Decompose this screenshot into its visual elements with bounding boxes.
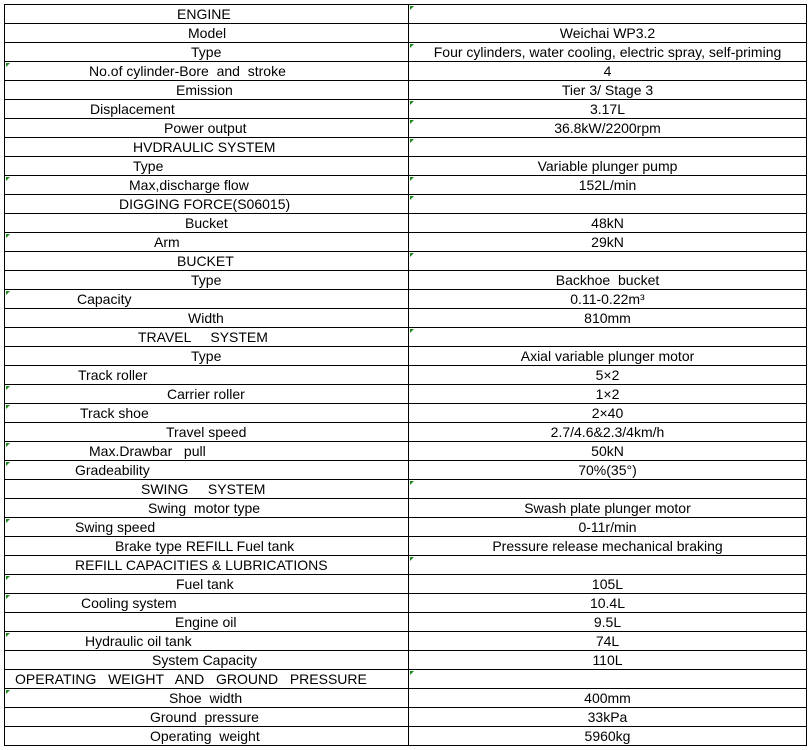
spec-value-cell [409,100,807,119]
spec-value: 3.17L [589,101,626,117]
spec-label-cell [5,689,409,708]
table-row [5,138,807,157]
spec-value-cell [409,613,807,632]
spec-label: Engine oil [175,614,237,630]
spec-value-cell [409,328,807,347]
spec-value: 0-11r/min [578,519,637,535]
table-row [5,575,807,594]
spec-label: Travel speed [166,424,247,440]
table-row [5,404,807,423]
spec-value-cell [409,499,807,518]
spec-value-cell [409,43,807,62]
spec-value: 2.7/4.6&2.3/4km/h [550,424,665,440]
spec-label: Carrier roller [167,386,245,402]
spec-value-cell [409,347,807,366]
spec-label: Max.Drawbar pull [89,443,206,459]
table-row [5,594,807,613]
spec-label: Type [133,158,164,174]
spec-label: Displacement [90,101,175,117]
spec-value-cell [409,518,807,537]
spec-value-cell [409,195,807,214]
spec-label: No.of cylinder-Bore and stroke [89,63,286,79]
spec-label-cell [5,499,409,518]
spec-value: 50kN [591,443,624,459]
spec-label: Ground pressure [150,709,259,725]
spec-label: Capacity [77,291,132,307]
table-row [5,214,807,233]
spec-value: Axial variable plunger motor [520,348,695,364]
spec-label-cell [5,24,409,43]
spec-table [4,4,807,746]
spec-label-cell [5,290,409,309]
table-row [5,119,807,138]
spec-value-cell [409,670,807,689]
spec-label-cell [5,366,409,385]
spec-label: Fuel tank [176,576,234,592]
spec-label: Gradeability [75,462,150,478]
table-row [5,670,807,689]
spec-value: 105L [591,576,624,592]
spec-label-cell [5,594,409,613]
spec-label-cell [5,271,409,290]
spec-value: 400mm [584,690,631,706]
spec-value: 48kN [591,215,624,231]
spec-label: TRAVEL SYSTEM [138,329,268,345]
spec-value-cell [409,5,807,24]
spec-label: Emission [176,82,233,98]
spec-label-cell [5,613,409,632]
spec-label-cell [5,233,409,252]
spec-value-cell [409,24,807,43]
spec-label-cell [5,575,409,594]
spec-label-cell [5,556,409,575]
spec-label: Power output [164,120,247,136]
spec-value: 152L/min [578,177,637,193]
spec-label: Type [191,272,222,288]
table-row [5,195,807,214]
spec-label: Hydraulic oil tank [85,633,192,649]
spec-value: Swash plate plunger motor [524,500,691,516]
table-row [5,499,807,518]
spec-label-cell [5,537,409,556]
spec-value-cell [409,727,807,746]
spec-label: Width [188,310,224,326]
spec-value-cell [409,81,807,100]
spec-value-cell [409,157,807,176]
table-row [5,537,807,556]
spec-value: 4 [603,63,612,79]
spec-value-cell [409,385,807,404]
spec-value-cell [409,537,807,556]
spec-value-cell [409,480,807,499]
spec-label-cell [5,100,409,119]
spec-label-cell [5,138,409,157]
spec-value-cell [409,556,807,575]
spec-label-cell [5,670,409,689]
table-row [5,632,807,651]
table-row [5,233,807,252]
spec-label-cell [5,461,409,480]
spec-value-cell [409,442,807,461]
table-row [5,81,807,100]
spec-label-cell [5,309,409,328]
spec-value-cell [409,62,807,81]
spec-label-cell [5,5,409,24]
spec-label: Operating weight [150,728,260,744]
spec-value: 0.11-0.22m³ [570,291,645,307]
spec-value: 10.4L [589,595,626,611]
spec-value: 33kPa [587,709,628,725]
spec-value-cell [409,252,807,271]
spec-label-cell [5,62,409,81]
spec-label: HVDRAULIC SYSTEM [133,139,276,155]
spec-value-cell [409,404,807,423]
spec-value-cell [409,689,807,708]
spec-label: Swing speed [75,519,156,535]
table-row [5,518,807,537]
spec-label-cell [5,518,409,537]
spec-value-cell [409,708,807,727]
spec-label-cell [5,157,409,176]
table-row [5,252,807,271]
spec-value: 36.8kW/2200rpm [554,120,661,136]
spec-value-cell [409,594,807,613]
spec-value-cell [409,632,807,651]
spec-value-cell [409,214,807,233]
table-row [5,385,807,404]
spec-value: 74L [595,633,620,649]
spec-label-cell [5,252,409,271]
spec-value: Tier 3/ Stage 3 [561,82,654,98]
spec-value: Pressure release mechanical braking [492,538,723,554]
spec-value-cell [409,176,807,195]
spec-value-cell [409,651,807,670]
spec-label: Arm [154,234,180,250]
spec-label: Bucket [185,215,228,231]
table-row [5,613,807,632]
table-row [5,62,807,81]
spec-label: ENGINE [177,6,231,22]
spec-label-cell [5,651,409,670]
spec-label: Max,discharge flow [129,177,249,193]
spec-label: Track roller [78,367,148,383]
table-row [5,100,807,119]
spec-label: BUCKET [177,253,234,269]
spec-value: 110L [592,652,623,668]
table-row [5,480,807,499]
spec-label: Track shoe [80,405,149,421]
spec-label: Model [188,25,227,41]
spec-value: 2×40 [591,405,624,421]
spec-label-cell [5,176,409,195]
spec-value-cell [409,575,807,594]
table-row [5,43,807,62]
spec-value-cell [409,290,807,309]
spec-value-cell [409,366,807,385]
table-row [5,5,807,24]
spec-label-cell [5,328,409,347]
spec-label: Cooling system [81,595,177,611]
spec-label: Type [191,44,222,60]
spec-label: OPERATING WEIGHT AND GROUND PRESSURE [15,671,367,687]
spec-label-cell [5,632,409,651]
table-row [5,290,807,309]
table-row [5,556,807,575]
table-row [5,347,807,366]
spec-label-cell [5,81,409,100]
table-row [5,461,807,480]
spec-label-cell [5,442,409,461]
spec-value: 5×2 [595,367,620,383]
spec-label-cell [5,214,409,233]
spec-label: Brake type REFILL Fuel tank [115,538,295,554]
spec-label-cell [5,119,409,138]
spec-label: Swing motor type [148,500,261,516]
spec-value: 1×2 [595,386,620,402]
spec-label-cell [5,347,409,366]
spec-value-cell [409,461,807,480]
table-row [5,309,807,328]
table-row [5,423,807,442]
table-row [5,176,807,195]
spec-label: DIGGING FORCE(S06015) [119,196,291,212]
table-row [5,157,807,176]
spec-value-cell [409,119,807,138]
spec-label: Type [191,348,222,364]
spec-value-cell [409,138,807,157]
spec-value: 5960kg [584,728,631,744]
spec-value-cell [409,423,807,442]
spec-value: 810mm [584,310,631,326]
table-row [5,689,807,708]
table-row [5,271,807,290]
spec-value: Four cylinders, water cooling, electric spray, self-priming [433,44,782,60]
spec-label-cell [5,423,409,442]
spec-label-cell [5,727,409,746]
table-row [5,366,807,385]
spec-value: 70%(35°) [578,462,637,478]
table-row [5,24,807,43]
spec-table-body [5,5,807,746]
spec-value-cell [409,271,807,290]
spec-value: Backhoe bucket [555,272,660,288]
spec-label: SWING SYSTEM [141,481,266,497]
spec-label-cell [5,43,409,62]
spec-label-cell [5,404,409,423]
spec-label-cell [5,480,409,499]
spec-label: REFILL CAPACITIES & LUBRICATIONS [75,557,328,573]
table-row [5,727,807,746]
spec-value: 9.5L [593,614,622,630]
spec-value: Weichai WP3.2 [559,25,656,41]
table-row [5,328,807,347]
spec-label: Shoe width [169,690,243,706]
table-row [5,708,807,727]
spec-label: System Capacity [152,652,258,668]
spec-value: 29kN [591,234,624,250]
spec-label-cell [5,195,409,214]
spec-value-cell [409,309,807,328]
spec-label-cell [5,385,409,404]
table-row [5,651,807,670]
spec-value: Variable plunger pump [537,158,678,174]
table-row [5,442,807,461]
spec-label-cell [5,708,409,727]
spec-value-cell [409,233,807,252]
